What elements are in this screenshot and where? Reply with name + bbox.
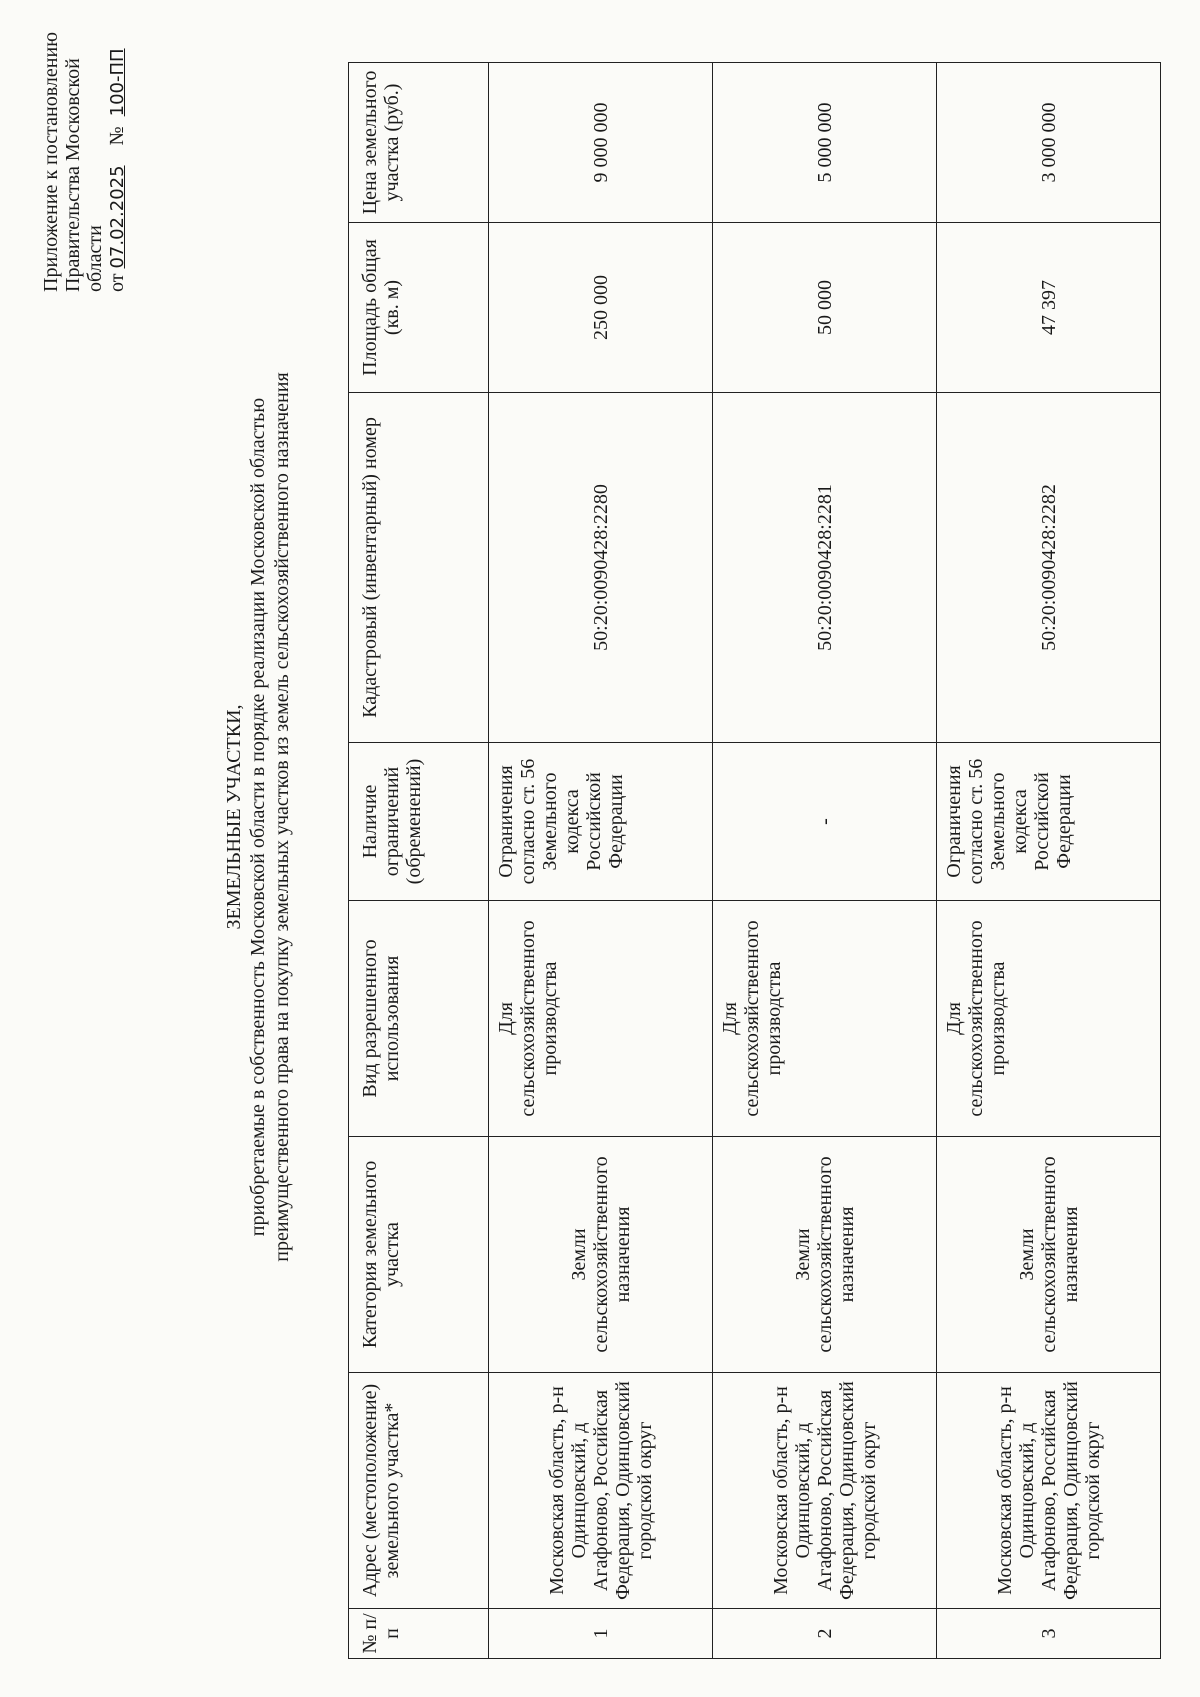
land-plots-table	[348, 62, 1161, 1659]
heading-line-3: преимущественного права на покупку земельных участков из земель сельскохозяйственного назначения	[271, 372, 293, 1262]
cell-area: 250 000	[489, 223, 713, 393]
cell-num: 1	[489, 1609, 713, 1659]
cell-price: 5 000 000	[713, 63, 937, 223]
approval-line-1: Приложение к постановлению	[40, 31, 62, 292]
cell-use: Для сельскохозяйственного производства	[713, 901, 937, 1137]
header-use: Вид разрешенного использования	[349, 901, 489, 1137]
cell-area: 47 397	[937, 223, 1161, 393]
cell-address: Московская область, р-н Одинцовский, д Агафоново, Российская Федерация, Одинцовский городской округ	[937, 1373, 1161, 1609]
cell-cadastral: 50:20:0090428:2282	[937, 393, 1161, 743]
cell-use: Для сельскохозяйственного производства	[937, 901, 1161, 1137]
approval-line-2: Правительства Московской	[62, 58, 84, 292]
table-header-row	[349, 63, 489, 1659]
cell-area: 50 000	[713, 223, 937, 393]
header-category: Категория земельного участка	[349, 1137, 489, 1373]
cell-restrictions: Ограничения согласно ст. 56 Земельного кодекса Российской Федерации	[937, 743, 1161, 901]
cell-restrictions: Ограничения согласно ст. 56 Земельного кодекса Российской Федерации	[489, 743, 713, 901]
approval-date: 07.02.2025	[107, 165, 128, 269]
cell-price: 9 000 000	[489, 63, 713, 223]
header-num: № п/п	[349, 1609, 489, 1659]
cell-address: Московская область, р-н Одинцовский, д Агафоново, Российская Федерация, Одинцовский городской округ	[713, 1373, 937, 1609]
document-heading	[222, 117, 294, 1517]
cell-num: 3	[937, 1609, 1161, 1659]
heading-line-2: приобретаемые в собственность Московской области в порядке реализации Московской областью	[247, 397, 269, 1237]
cell-restrictions: -	[713, 743, 937, 901]
approval-block	[40, 2, 129, 292]
header-address: Адрес (местоположение) земельного участка*	[349, 1373, 489, 1609]
cell-use: Для сельскохозяйственного производства	[489, 901, 713, 1137]
cell-price: 3 000 000	[937, 63, 1161, 223]
cell-num: 2	[713, 1609, 937, 1659]
from-label: от	[106, 273, 128, 292]
approval-date-line	[106, 2, 129, 292]
table-row	[489, 63, 713, 1659]
header-restrictions: Наличие ограничений (обременений)	[349, 743, 489, 901]
header-cadastral: Кадастровый (инвентарный) номер	[349, 393, 489, 743]
table-row	[937, 63, 1161, 1659]
cell-category: Земли сельскохозяйственного назначения	[937, 1137, 1161, 1373]
number-label: №	[106, 126, 128, 146]
header-area: Площадь общая (кв. м)	[349, 223, 489, 393]
approval-number: 100-ПП	[107, 48, 128, 117]
cell-address: Московская область, р-н Одинцовский, д Агафоново, Российская Федерация, Одинцовский городской округ	[489, 1373, 713, 1609]
cell-category: Земли сельскохозяйственного назначения	[713, 1137, 937, 1373]
approval-line-3: области	[84, 225, 106, 292]
table-row	[713, 63, 937, 1659]
cell-category: Земли сельскохозяйственного назначения	[489, 1137, 713, 1373]
cell-cadastral: 50:20:0090428:2281	[713, 393, 937, 743]
header-price: Цена земельного участка (руб.)	[349, 63, 489, 223]
document-title: ЗЕМЕЛЬНЫЕ УЧАСТКИ,	[223, 704, 245, 930]
cell-cadastral: 50:20:0090428:2280	[489, 393, 713, 743]
